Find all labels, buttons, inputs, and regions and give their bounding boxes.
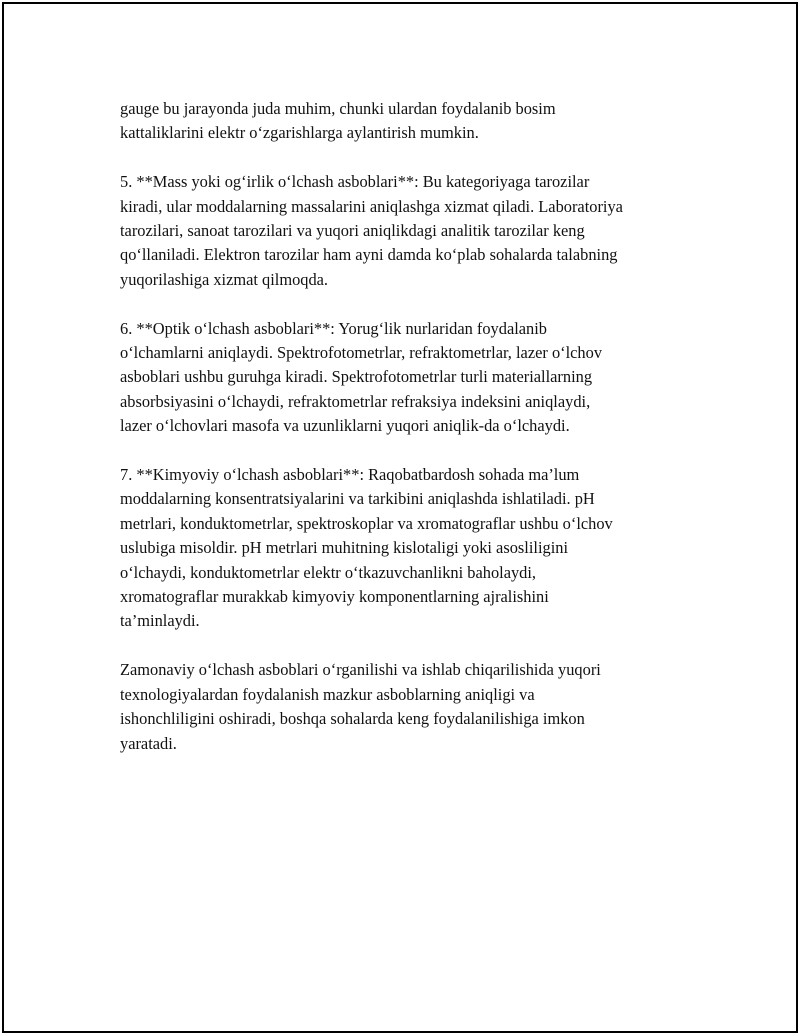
paragraph-chemical-instruments: 7. **Kimyoviy o‘lchash asboblari**: Raqobatbardosh sohada ma’lum moddalarning konsentratsiyalarini va tarkibini aniqlashda ishlatiladi. pH metrlari, konduktometrlar, spektroskoplar va xromatograflar ushbu o‘lchov uslubiga misoldir. pH metrlari muhitning kislotaligi yoki asosliligini o‘lchaydi, konduktometrlar elektr o‘tkazuvchanlikni baholaydi, xromatograflar murakkab kimyoviy komponentlarning ajralishini ta’minlaydi.: [120, 465, 613, 631]
paragraph-conclusion: Zamonaviy o‘lchash asboblari o‘rganilishi va ishlab chiqarilishida yuqori texnologiyalardan foydalanish mazkur asboblarning aniqligi va ishonchliligini oshiradi, boshqa sohalarda keng foydalanilishiga imkon yaratadi.: [120, 660, 601, 753]
page-frame: [2, 2, 798, 1033]
paragraph-mass-instruments: 5. **Mass yoki og‘irlik o‘lchash asboblari**: Bu kategoriyaga tarozilar kiradi, ular moddalarning massalarini aniqlashga xizmat qiladi. Laboratoriya tarozilari, sanoat tarozilari va yuqori aniqlikdagi analitik tarozilar keng qo‘llaniladi. Elektron tarozilar ham ayni damda ko‘plab sohalarda talabning yuqorilashiga xizmat qilmoqda.: [120, 172, 623, 289]
paragraph-gauge: gauge bu jarayonda juda muhim, chunki ulardan foydalanib bosim kattaliklarini elektr o‘zgarishlarga aylantirish mumkin.: [120, 99, 556, 143]
document-body: [120, 97, 700, 780]
paragraph-optical-instruments: 6. **Optik o‘lchash asboblari**: Yorug‘lik nurlaridan foydalanib o‘lchamlarni aniqlaydi. Spektrofotometrlar, refraktometrlar, lazer o‘lchov asboblari ushbu guruhga kiradi. Spektrofotometrlar turli materiallarning absorbsiyasini o‘lchaydi, refraktometrlar refraksiya indeksini aniqlaydi, lazer o‘lchovlari masofa va uzunliklarni yuqori aniqlik-da o‘lchaydi.: [120, 318, 603, 436]
